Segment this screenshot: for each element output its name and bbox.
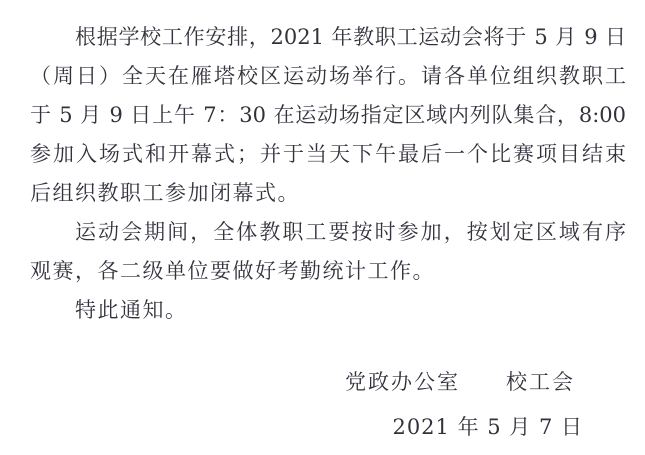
signature-line: 党政办公室 校工会 — [345, 370, 575, 394]
notice-line: 运动会期间，全体教职工要按时参加，按划定区域有序 — [75, 220, 626, 244]
notice-body — [30, 18, 626, 330]
notice-line: 参加入场式和开幕式；并于当天下午最后一个比赛项目结束 — [30, 142, 626, 166]
notice-line: 于 5 月 9 日上午 7：30 在运动场指定区域内列队集合，8:00 — [30, 103, 626, 127]
notice-line: 观赛，各二级单位要做好考勤统计工作。 — [30, 259, 435, 283]
notice-line: 根据学校工作安排，2021 年教职工运动会将于 5 月 9 日 — [75, 25, 626, 49]
notice-line: 后组织教职工参加闭幕式。 — [30, 181, 300, 205]
notice-line: 特此通知。 — [75, 298, 188, 322]
notice-line: （周日）全天在雁塔校区运动场举行。请各单位组织教职工 — [30, 64, 626, 88]
date-line: 2021 年 5 月 7 日 — [392, 415, 583, 439]
